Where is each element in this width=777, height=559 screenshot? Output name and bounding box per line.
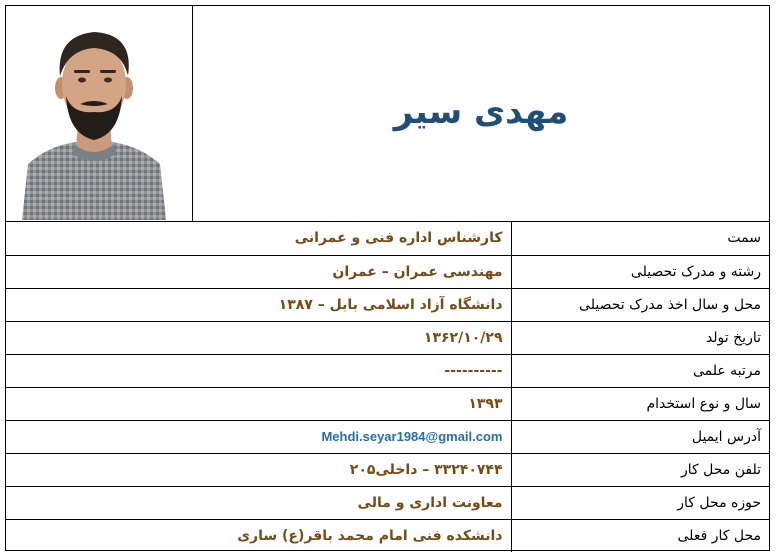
profile-sheet bbox=[5, 5, 770, 551]
table-row bbox=[6, 519, 769, 552]
table-row bbox=[6, 387, 769, 420]
row-value-text: دانشکده فنی امام محمد باقر(ع) ساری bbox=[237, 527, 503, 544]
row-label: تلفن محل کار bbox=[511, 453, 769, 486]
row-value-text: ---------- bbox=[444, 362, 503, 379]
row-value-text: معاونت اداری و مالی bbox=[357, 494, 503, 511]
row-label: آدرس ایمیل bbox=[511, 420, 769, 453]
row-value bbox=[6, 321, 511, 354]
table-row bbox=[6, 453, 769, 486]
row-value bbox=[6, 486, 511, 519]
info-table bbox=[6, 222, 769, 552]
table-row bbox=[6, 420, 769, 453]
email-link[interactable]: Mehdi.seyar1984@gmail.com bbox=[321, 429, 503, 444]
row-value-text: دانشگاه آزاد اسلامی بابل – ۱۳۸۷ bbox=[278, 296, 503, 313]
profile-header bbox=[6, 6, 769, 222]
row-value-text: مهندسی عمران – عمران bbox=[332, 263, 503, 280]
row-value-text: ۳۳۲۴۰۷۴۴ – داخلی۲۰۵ bbox=[349, 461, 503, 478]
row-label: سال و نوع استخدام bbox=[511, 387, 769, 420]
row-value bbox=[6, 453, 511, 486]
row-label: محل کار فعلی bbox=[511, 519, 769, 552]
row-label: حوزه محل کار bbox=[511, 486, 769, 519]
row-value bbox=[6, 222, 511, 255]
table-row bbox=[6, 486, 769, 519]
table-row bbox=[6, 288, 769, 321]
row-label: رشته و مدرک تحصیلی bbox=[511, 255, 769, 288]
row-value-text: ۱۳۹۳ bbox=[468, 395, 503, 412]
row-value bbox=[6, 354, 511, 387]
email-value bbox=[6, 420, 511, 453]
row-value-text: کارشناس اداره فنی و عمرانی bbox=[294, 230, 503, 247]
row-value bbox=[6, 255, 511, 288]
photo-cell bbox=[6, 6, 193, 222]
row-value bbox=[6, 387, 511, 420]
profile-photo bbox=[18, 14, 170, 220]
table-row bbox=[6, 222, 769, 255]
row-value bbox=[6, 288, 511, 321]
table-row bbox=[6, 321, 769, 354]
row-label: محل و سال اخذ مدرک تحصیلی bbox=[511, 288, 769, 321]
row-value bbox=[6, 519, 511, 552]
person-name: مهدی سیر bbox=[393, 92, 569, 132]
row-label: مرتبه علمی bbox=[511, 354, 769, 387]
row-label: سمت bbox=[511, 222, 769, 255]
table-row bbox=[6, 255, 769, 288]
row-value-text: ۱۳۶۲/۱۰/۲۹ bbox=[423, 329, 503, 346]
row-label: تاریخ تولد bbox=[511, 321, 769, 354]
table-row bbox=[6, 354, 769, 387]
